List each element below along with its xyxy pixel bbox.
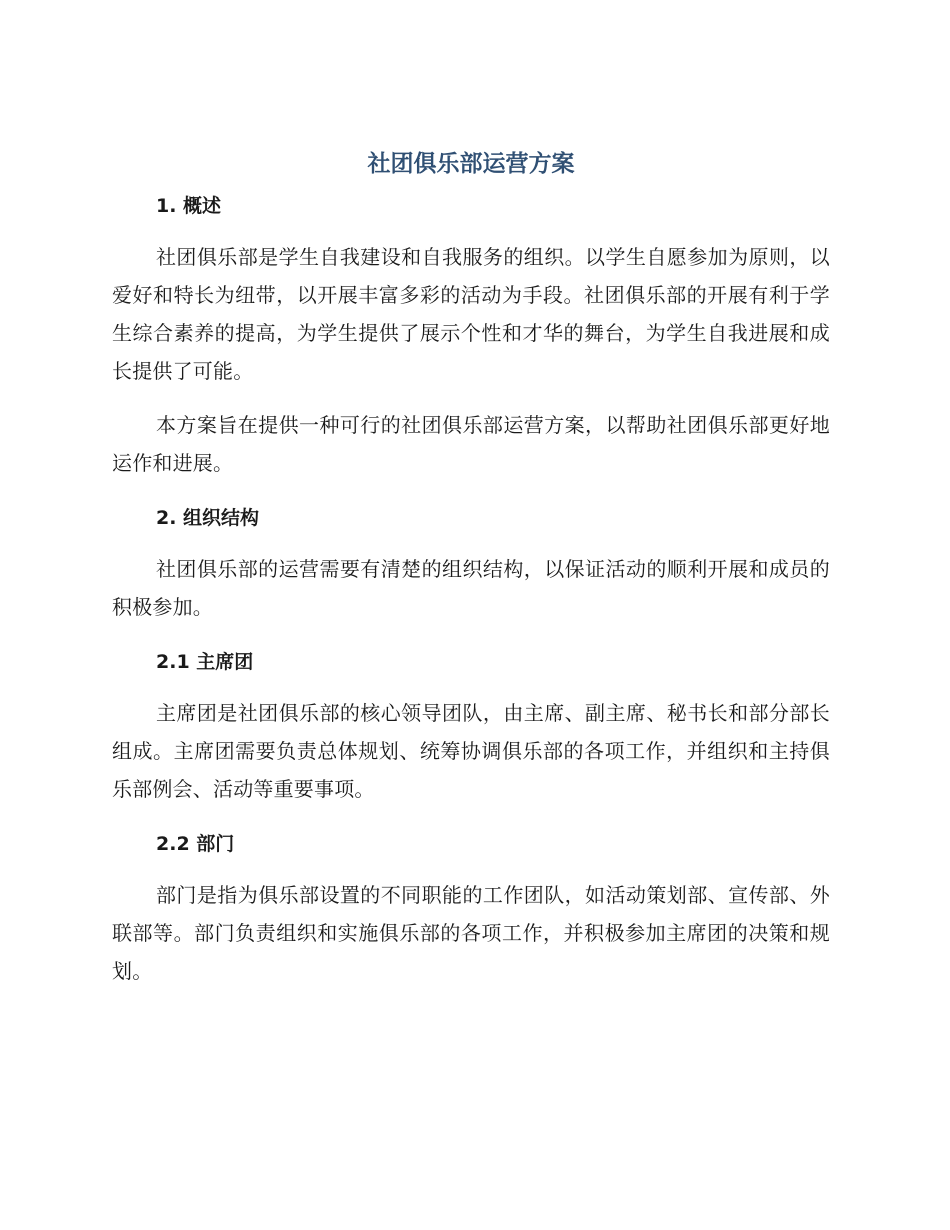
document-title: 社团俱乐部运营方案 xyxy=(367,151,575,177)
section-heading: 2.2 部门 xyxy=(156,833,235,855)
paragraph: 部门是指为俱乐部设置的不同职能的工作团队，如活动策划部、宣传部、外联部等。部门负责组织和实施俱乐部的各项工作，并积极参加主席团的决策和规划。 xyxy=(112,883,830,983)
section-departments xyxy=(112,824,830,990)
paragraph: 社团俱乐部的运营需要有清楚的组织结构，以保证活动的顺利开展和成员的积极参加。 xyxy=(112,557,830,619)
section-organization xyxy=(112,498,830,626)
document-body xyxy=(112,142,830,990)
section-presidium xyxy=(112,642,830,808)
paragraph: 社团俱乐部是学生自我建设和自我服务的组织。以学生自愿参加为原则，以爱好和特长为纽带，以开展丰富多彩的活动为手段。社团俱乐部的开展有利于学生综合素养的提高，为学生提供了展示个性和才华的舞台，为学生自我进展和成长提供了可能。 xyxy=(112,245,830,383)
section-heading: 2. 组织结构 xyxy=(156,507,260,529)
paragraph: 主席团是社团俱乐部的核心领导团队，由主席、副主席、秘书长和部分部长组成。主席团需要负责总体规划、统筹协调俱乐部的各项工作，并组织和主持俱乐部例会、活动等重要事项。 xyxy=(112,701,830,801)
section-heading: 1. 概述 xyxy=(156,195,222,217)
paragraph: 本方案旨在提供一种可行的社团俱乐部运营方案，以帮助社团俱乐部更好地运作和进展。 xyxy=(112,413,830,475)
section-heading: 2.1 主席团 xyxy=(156,651,254,673)
section-overview xyxy=(112,186,830,482)
